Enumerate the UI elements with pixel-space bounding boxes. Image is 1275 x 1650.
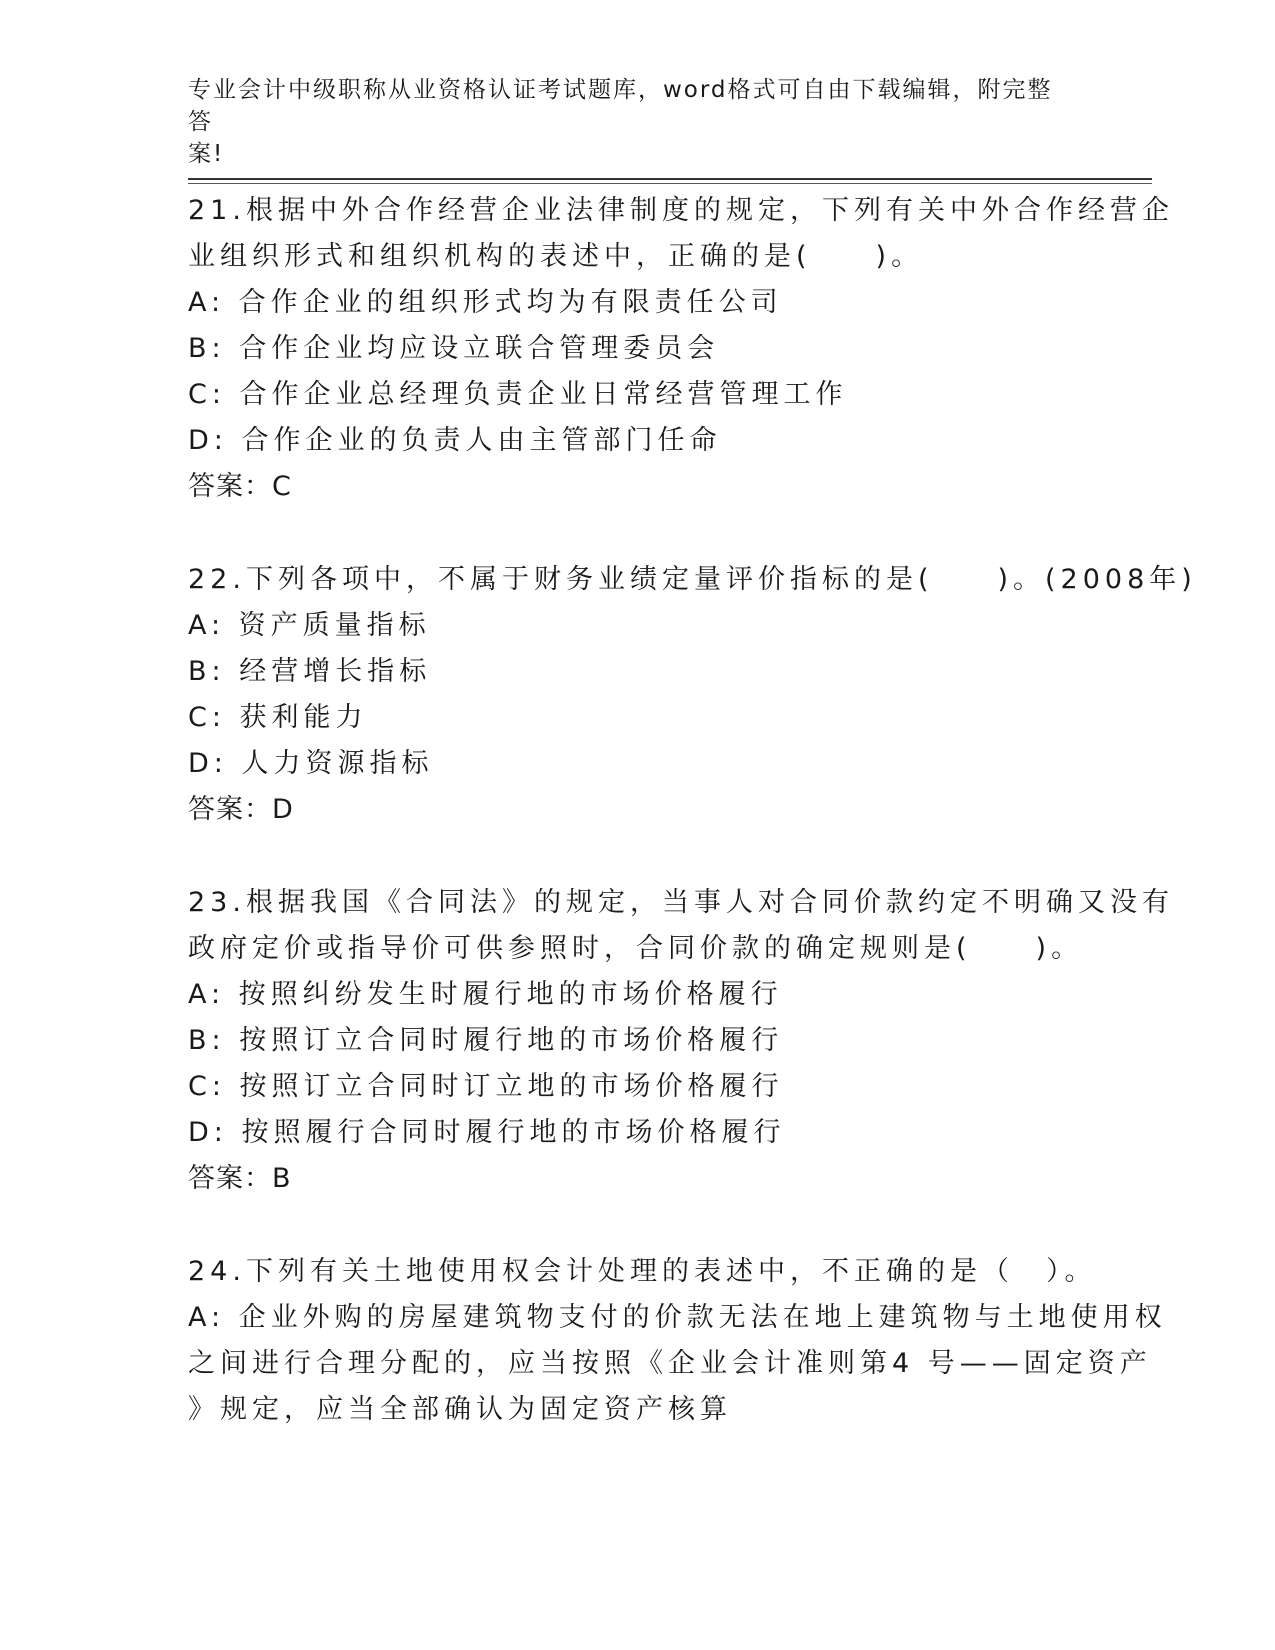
document-header	[188, 74, 1068, 170]
header-divider-thin	[188, 183, 1152, 184]
answer-line: 答案：D	[188, 794, 294, 825]
option-a: A: 企业外购的房屋建筑物支付的价款无法在地上建筑物与土地使用权	[188, 1302, 1167, 1333]
option-a-continued: 之间进行合理分配的，应当按照《企业会计准则第4 号——固定资产	[188, 1348, 1152, 1379]
option-c: C: 获利能力	[188, 702, 368, 733]
header-line-1: 专业会计中级职称从业资格认证考试题库，word格式可自由下载编辑，附完整答	[188, 77, 1053, 135]
question-21	[188, 188, 1174, 510]
answer-line: 答案：C	[188, 471, 292, 502]
header-divider-thick	[188, 178, 1152, 180]
option-d: D: 合作企业的负责人由主管部门任命	[188, 425, 722, 456]
question-stem-line: 21.根据中外合作经营企业法律制度的规定，下列有关中外合作经营企	[188, 195, 1174, 226]
question-stem-line: 23.根据我国《合同法》的规定，当事人对合同价款约定不明确又没有	[188, 887, 1174, 918]
option-c: C: 按照订立合同时订立地的市场价格履行	[188, 1071, 784, 1102]
option-a: A: 按照纠纷发生时履行地的市场价格履行	[188, 979, 783, 1010]
option-a: A: 合作企业的组织形式均为有限责任公司	[188, 287, 783, 318]
question-22	[188, 557, 1197, 833]
question-stem-line: 22.下列各项中，不属于财务业绩定量评价指标的是( )。(2008年)	[188, 564, 1197, 595]
question-stem-line: 24.下列有关土地使用权会计处理的表述中，不正确的是（ ）。	[188, 1256, 1097, 1287]
question-stem-line: 业组织形式和组织机构的表述中，正确的是( )。	[188, 241, 924, 272]
option-b: B: 合作企业均应设立联合管理委员会	[188, 333, 720, 364]
question-stem-line: 政府定价或指导价可供参照时，合同价款的确定规则是( )。	[188, 933, 1084, 964]
question-list	[188, 188, 1197, 1480]
header-line-2: 案!	[188, 141, 225, 167]
option-d: D: 按照履行合同时履行地的市场价格履行	[188, 1117, 786, 1148]
option-b: B: 经营增长指标	[188, 656, 432, 687]
option-a-continued: 》规定，应当全部确认为固定资产核算	[188, 1394, 732, 1425]
option-b: B: 按照订立合同时履行地的市场价格履行	[188, 1025, 784, 1056]
answer-line: 答案：B	[188, 1163, 292, 1194]
option-d: D: 人力资源指标	[188, 748, 434, 779]
option-a: A: 资产质量指标	[188, 610, 431, 641]
question-24	[188, 1249, 1167, 1433]
option-c: C: 合作企业总经理负责企业日常经营管理工作	[188, 379, 848, 410]
question-23	[188, 880, 1174, 1202]
